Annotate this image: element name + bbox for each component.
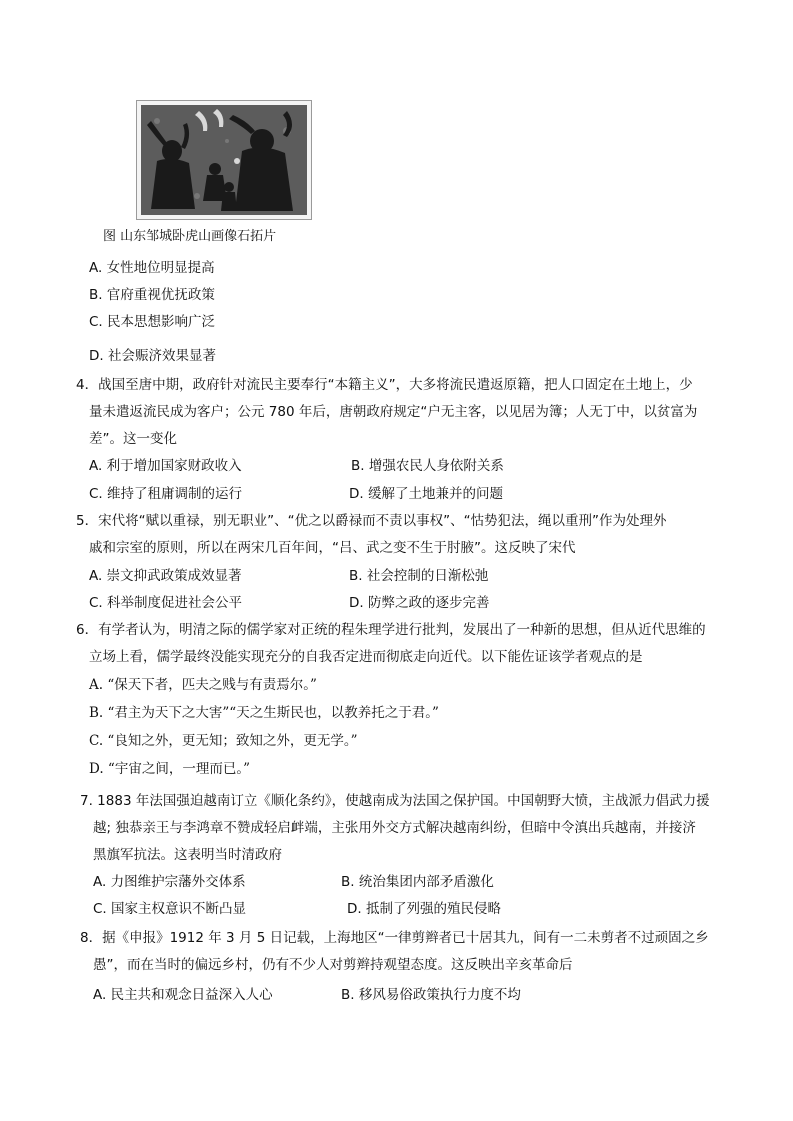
q6-option-d: D. “宇宙之间，一理而已。” bbox=[89, 761, 250, 777]
q6-stem-line-1: 6．有学者认为，明清之际的儒学家对正统的程朱理学进行批判，发展出了一种新的思想，但从近代思维的 bbox=[76, 622, 706, 638]
q7-stem-line-3: 黑旗军抗法。这表明当时清政府 bbox=[93, 847, 282, 863]
q4-option-c: C. 维持了租庸调制的运行 bbox=[89, 486, 243, 502]
q7-option-b: B. 统治集团内部矛盾激化 bbox=[341, 874, 494, 890]
q4-option-d: D. 缓解了土地兼并的问题 bbox=[349, 486, 503, 502]
q6-option-a: A. “保天下者，匹夫之贱与有责焉尔。” bbox=[89, 677, 317, 693]
q4-stem-line-2: 量未遣返流民成为客户；公元 780 年后，唐朝政府规定“户无主客，以见居为簿；人无丁中，以贫富为 bbox=[89, 404, 698, 420]
q4-option-b: B. 增强农民人身依附关系 bbox=[351, 458, 504, 474]
q7-stem-line-2: 越; 独恭亲王与李鸿章不赞成轻启衅端，主张用外交方式解决越南纠纷，但暗中令滇出兵越南，并接济 bbox=[93, 820, 696, 836]
q3-option-d: D. 社会赈济效果显著 bbox=[89, 348, 216, 364]
q5-option-c: C. 科举制度促进社会公平 bbox=[89, 595, 243, 611]
q5-option-d: D. 防弊之政的逐步完善 bbox=[349, 595, 490, 611]
q6-option-b: B. “君主为天下之大害”“天之生斯民也，以教养托之于君。” bbox=[89, 705, 439, 721]
q7-option-c: C. 国家主权意识不断凸显 bbox=[93, 901, 247, 917]
q8-stem-line-1: 8．据《申报》1912 年 3 月 5 日记载，上海地区“一律剪辫者已十居其九，间有一二未剪者不过顽固之乡 bbox=[80, 930, 709, 946]
q6-stem-line-2: 立场上看，儒学最终没能实现充分的自我否定进而彻底走向近代。以下能佐证该学者观点的是 bbox=[89, 649, 643, 665]
stone-relief-rubbing-image bbox=[136, 100, 312, 220]
q3-option-c: C. 民本思想影响广泛 bbox=[89, 314, 216, 330]
q4-stem-line-3: 差”。这一变化 bbox=[89, 431, 177, 447]
q5-stem-line-2: 戚和宗室的原则，所以在两宋几百年间，“吕、武之变不生于肘腋”。这反映了宋代 bbox=[89, 540, 576, 556]
q5-option-a: A. 崇文抑武政策成效显著 bbox=[89, 568, 242, 584]
q7-stem-line-1: 7. 1883 年法国强迫越南订立《顺化条约》，使越南成为法国之保护国。中国朝野大愤，主战派力倡武力援 bbox=[80, 793, 710, 809]
q5-option-b: B. 社会控制的日渐松弛 bbox=[349, 568, 489, 584]
q3-option-b: B. 官府重视优抚政策 bbox=[89, 287, 215, 303]
q7-option-a: A. 力图维护宗藩外交体系 bbox=[93, 874, 246, 890]
q5-stem-line-1: 5．宋代将“赋以重禄，别无职业”、“优之以爵禄而不责以事权”、“怙势犯法，绳以重刑”作为处理外 bbox=[76, 513, 667, 529]
q6-option-c: C. “良知之外，更无知；致知之外，更无学。” bbox=[89, 733, 358, 749]
q4-stem-line-1: 4．战国至唐中期，政府针对流民主要奉行“本籍主义”，大多将流民遣返原籍，把人口固定在土地上，少 bbox=[76, 377, 693, 393]
q3-option-a: A. 女性地位明显提高 bbox=[89, 260, 215, 276]
q8-stem-line-2: 愚”，而在当时的偏远乡村，仍有不少人对剪辫持观望态度。这反映出辛亥革命后 bbox=[93, 957, 573, 973]
q8-option-b: B. 移风易俗政策执行力度不均 bbox=[341, 987, 521, 1003]
q4-option-a: A. 利于增加国家财政收入 bbox=[89, 458, 242, 474]
figure-caption: 图 山东邹城卧虎山画像石拓片 bbox=[103, 229, 277, 244]
q8-option-a: A. 民主共和观念日益深入人心 bbox=[93, 987, 273, 1003]
q7-option-d: D. 抵制了列强的殖民侵略 bbox=[347, 901, 501, 917]
